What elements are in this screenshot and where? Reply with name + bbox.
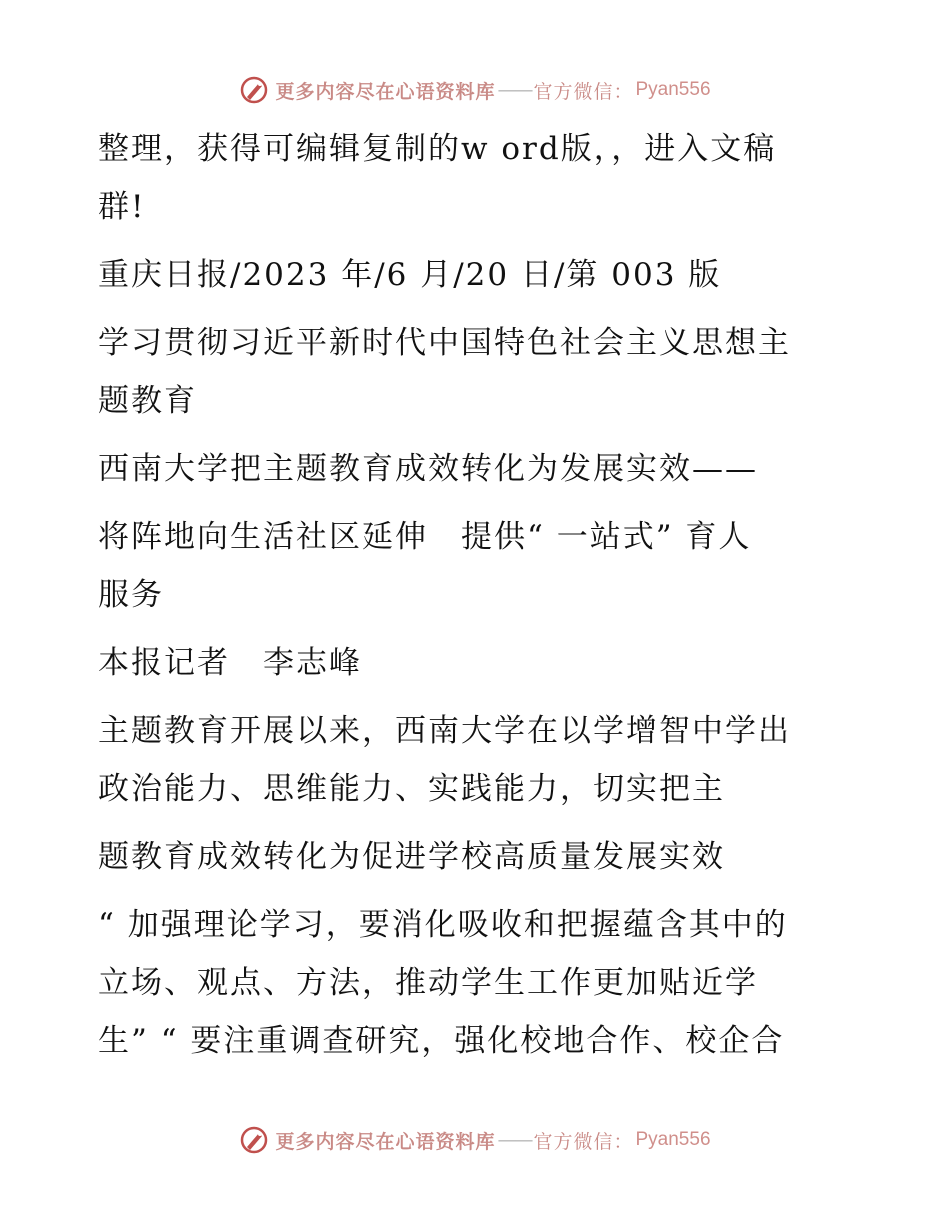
document-body — [98, 120, 833, 1070]
paragraph-line: “ 加强理论学习，要消化吸收和把握蕴含其中的 — [98, 907, 788, 943]
pen-logo-icon — [239, 1125, 269, 1155]
paragraph-line: 题教育成效转化为促进学校高质量发展实效 — [98, 839, 725, 875]
paragraph-line: 主题教育开展以来，西南大学在以学增智中学出 — [98, 713, 791, 749]
watermark-wechat-id: Pyan556 — [635, 1129, 711, 1150]
footer-watermark — [0, 1120, 950, 1160]
paragraph-line: 立场、观点、方法，推动学生工作更加贴近学 — [98, 965, 758, 1001]
watermark-dash: —— — [497, 79, 532, 101]
watermark-label: 官方微信： — [533, 80, 634, 103]
watermark-text: 更多内容尽在心语资料库 — [275, 1130, 496, 1153]
paragraph-line: 生” “ 要注重调查研究，强化校地合作、校企合 — [98, 1023, 785, 1059]
text-line: 群! — [98, 189, 146, 225]
publication-info: 重庆日报/2023 年/6 月/20 日/第 003 版 — [98, 257, 722, 293]
watermark-label: 官方微信： — [533, 1130, 634, 1153]
watermark-wechat-id: Pyan556 — [635, 79, 711, 100]
text-line: 学习贯彻习近平新时代中国特色社会主义思想主 — [98, 325, 791, 361]
text-line: 服务 — [98, 577, 164, 613]
text-line: 整理，获得可编辑复制的w ord版，，进入文稿 — [98, 131, 777, 167]
article-subtitle: 将阵地向生活社区延伸 提供“ 一站式” 育人 — [98, 519, 752, 555]
header-watermark — [0, 70, 950, 110]
text-line: 题教育 — [98, 383, 197, 419]
paragraph-line: 政治能力、思维能力、实践能力，切实把主 — [98, 771, 725, 807]
article-title: 西南大学把主题教育成效转化为发展实效—— — [98, 451, 758, 487]
watermark-text: 更多内容尽在心语资料库 — [275, 80, 496, 103]
pen-logo-icon — [239, 75, 269, 105]
watermark-dash: —— — [497, 1129, 532, 1151]
byline: 本报记者 李志峰 — [98, 645, 362, 681]
